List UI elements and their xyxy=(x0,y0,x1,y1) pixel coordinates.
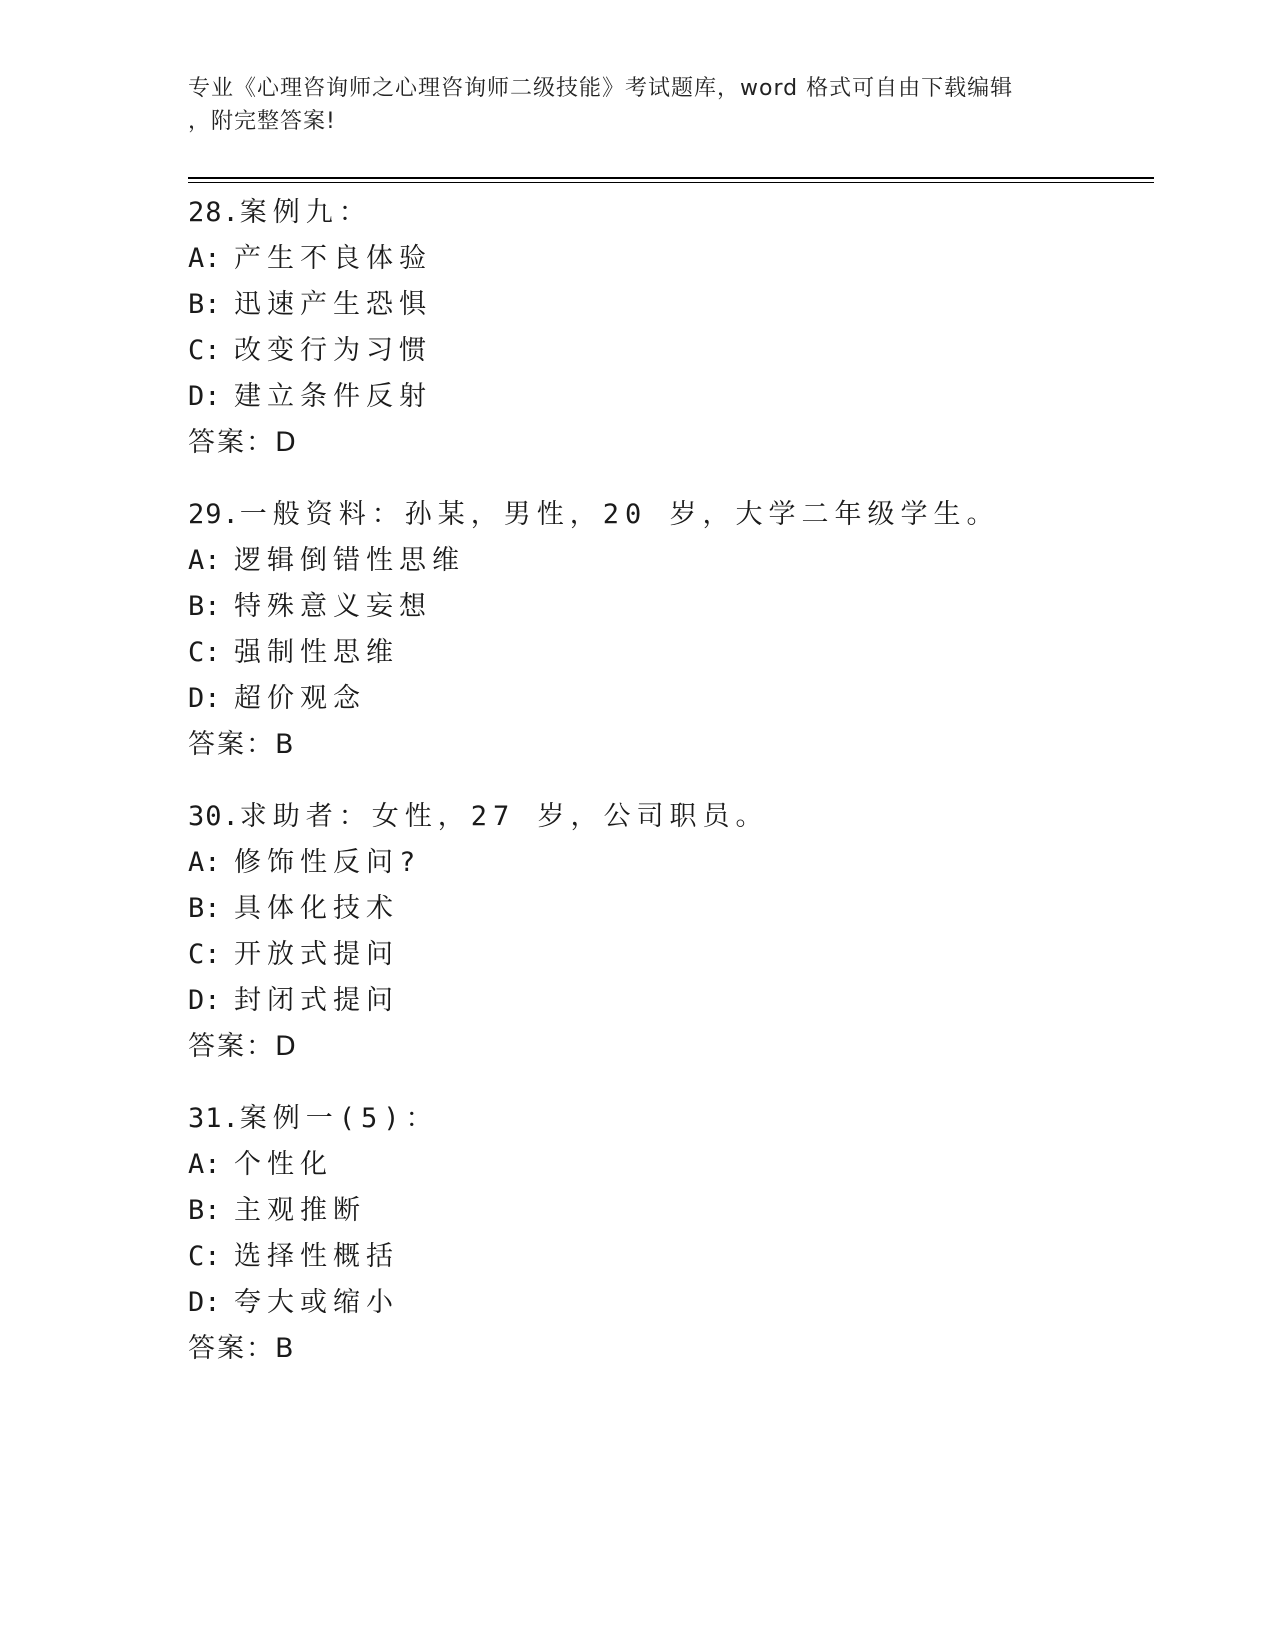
question-29 xyxy=(188,492,1148,768)
question-text: 一般资料：孙某，男性，20 岁，大学二年级学生。 xyxy=(239,499,1000,530)
option-key: C: xyxy=(188,335,221,366)
question-number: 29. xyxy=(188,499,240,530)
option-text: 强制性思维 xyxy=(234,637,399,668)
option-a xyxy=(188,538,1148,584)
option-key: C: xyxy=(188,939,221,970)
option-key: B: xyxy=(188,893,221,924)
question-text: 案例一(5)： xyxy=(239,1103,439,1134)
option-d xyxy=(188,374,1148,420)
header-divider-thin xyxy=(188,182,1154,183)
option-d xyxy=(188,978,1148,1024)
header-line-2: ，附完整答案! xyxy=(188,109,336,134)
option-key: D: xyxy=(188,985,221,1016)
question-28 xyxy=(188,190,1148,466)
question-text: 求助者：女性，27 岁，公司职员。 xyxy=(239,801,769,832)
option-text: 超价观念 xyxy=(234,683,366,714)
answer-line: 答案：D xyxy=(188,427,298,458)
option-key: D: xyxy=(188,683,221,714)
option-text: 选择性概括 xyxy=(234,1241,399,1272)
answer-line: 答案：B xyxy=(188,1333,296,1364)
question-number: 31. xyxy=(188,1103,240,1134)
option-a xyxy=(188,840,1148,886)
option-key: A: xyxy=(188,1149,221,1180)
option-text: 具体化技术 xyxy=(234,893,399,924)
question-stem xyxy=(188,1096,1148,1142)
answer-line: 答案：B xyxy=(188,729,296,760)
question-number: 28. xyxy=(188,197,240,228)
option-key: B: xyxy=(188,591,221,622)
option-key: D: xyxy=(188,1287,221,1318)
option-text: 建立条件反射 xyxy=(234,381,432,412)
option-text: 逻辑倒错性思维 xyxy=(234,545,465,576)
question-stem xyxy=(188,190,1148,236)
question-30 xyxy=(188,794,1148,1070)
question-text: 案例九： xyxy=(239,197,372,228)
option-text: 改变行为习惯 xyxy=(234,335,432,366)
option-c xyxy=(188,630,1148,676)
option-key: C: xyxy=(188,637,221,668)
option-d xyxy=(188,676,1148,722)
option-text: 夸大或缩小 xyxy=(234,1287,399,1318)
header-divider-thick xyxy=(188,177,1154,179)
option-c xyxy=(188,1234,1148,1280)
option-c xyxy=(188,932,1148,978)
option-text: 产生不良体验 xyxy=(234,243,432,274)
question-31 xyxy=(188,1096,1148,1372)
option-text: 个性化 xyxy=(234,1149,333,1180)
option-key: D: xyxy=(188,381,221,412)
option-key: A: xyxy=(188,847,221,878)
question-stem xyxy=(188,794,1148,840)
option-d xyxy=(188,1280,1148,1326)
option-key: B: xyxy=(188,1195,221,1226)
answer-line: 答案：D xyxy=(188,1031,298,1062)
option-b xyxy=(188,1188,1148,1234)
option-text: 封闭式提问 xyxy=(234,985,399,1016)
option-text: 主观推断 xyxy=(234,1195,366,1226)
header-line-1: 专业《心理咨询师之心理咨询师二级技能》考试题库，word 格式可自由下载编辑 xyxy=(188,76,1014,101)
question-list xyxy=(188,190,1148,1398)
document-header xyxy=(188,72,1088,138)
option-text: 迅速产生恐惧 xyxy=(234,289,432,320)
option-a xyxy=(188,236,1148,282)
option-text: 特殊意义妄想 xyxy=(234,591,432,622)
option-key: A: xyxy=(188,545,221,576)
option-b xyxy=(188,886,1148,932)
option-c xyxy=(188,328,1148,374)
option-a xyxy=(188,1142,1148,1188)
option-b xyxy=(188,584,1148,630)
option-key: C: xyxy=(188,1241,221,1272)
question-number: 30. xyxy=(188,801,240,832)
option-text: 修饰性反问? xyxy=(234,847,422,878)
option-key: B: xyxy=(188,289,221,320)
option-b xyxy=(188,282,1148,328)
question-stem xyxy=(188,492,1148,538)
option-key: A: xyxy=(188,243,221,274)
option-text: 开放式提问 xyxy=(234,939,399,970)
